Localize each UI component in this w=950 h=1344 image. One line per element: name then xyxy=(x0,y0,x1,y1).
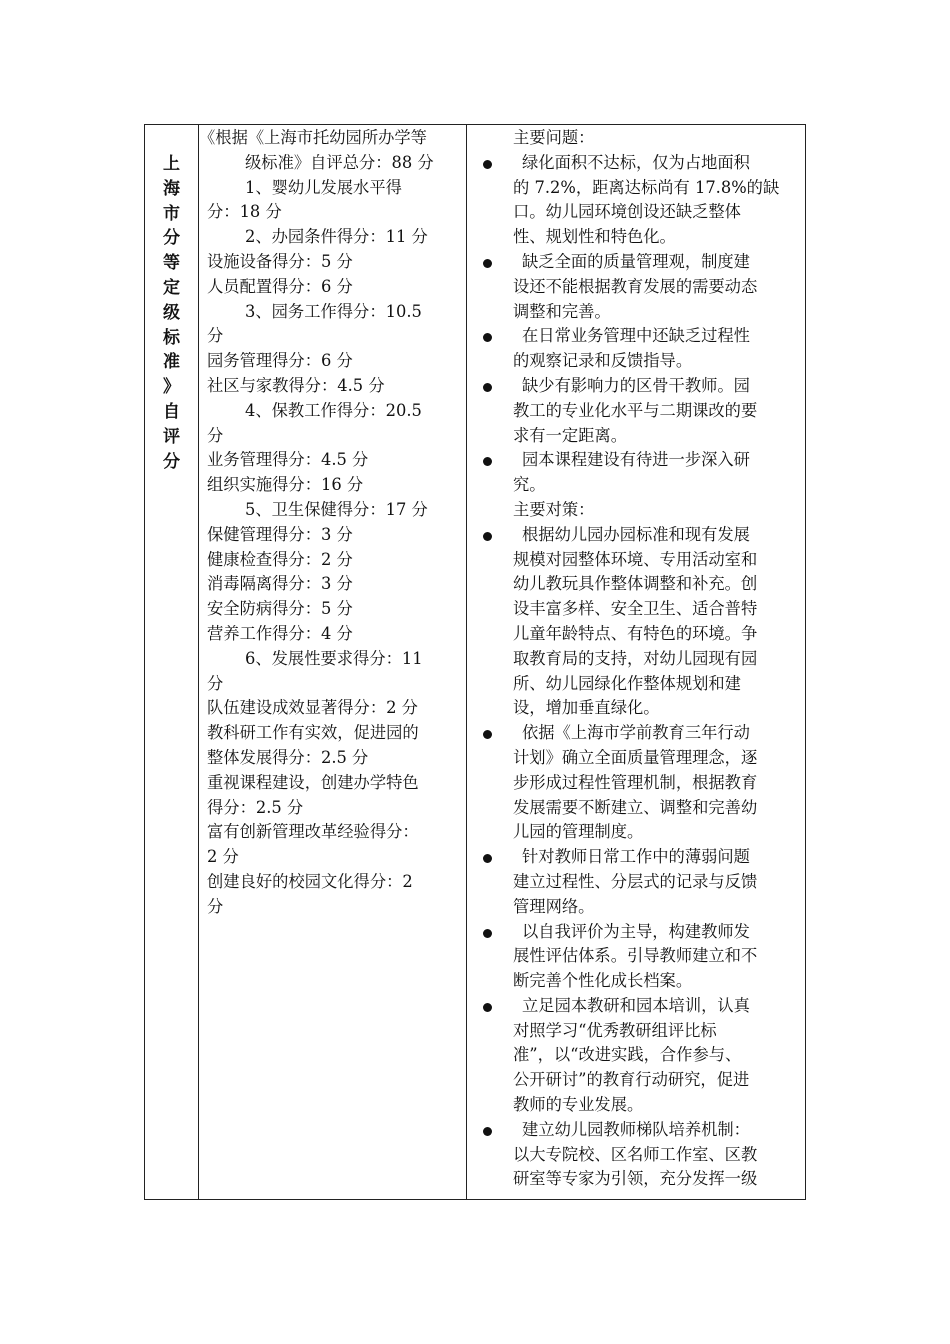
item-line: 的 7.2%，距离达标尚有 17.8%的缺 xyxy=(513,177,780,197)
score-line: 人员配置得分：6 分 xyxy=(207,276,353,296)
score-line: 业务管理得分：4.5 分 xyxy=(207,450,369,470)
score-line: 级标准》自评总分：88 分 xyxy=(245,152,434,172)
item-line: 根据幼儿园办园标准和现有发展 xyxy=(522,524,750,544)
score-line: 队伍建设成效显著得分：2 分 xyxy=(207,698,418,718)
item-line: 口。幼儿园环境创设还缺乏整体 xyxy=(513,202,741,222)
measures-heading: 主要对策： xyxy=(513,499,595,519)
item-line: 教师的专业发展。 xyxy=(513,1095,644,1115)
bullet-icon xyxy=(483,259,492,268)
score-line: 园务管理得分：6 分 xyxy=(207,351,353,371)
vertical-title-char: 级 xyxy=(163,302,180,323)
vertical-title-char: 分 xyxy=(163,451,180,472)
bullet-icon xyxy=(483,383,492,392)
item-line: 所、幼儿园绿化作整体规划和建 xyxy=(513,673,741,693)
evaluation-table xyxy=(144,124,806,1200)
item-line: 发展需要不断建立、调整和完善幼 xyxy=(513,797,758,817)
score-line: 消毒隔离得分：3 分 xyxy=(207,574,353,594)
item-line: 设丰富多样、安全卫生、适合普特 xyxy=(513,599,758,619)
score-line: 健康检查得分：2 分 xyxy=(207,549,353,569)
problem-item xyxy=(475,374,805,448)
item-line: 步形成过程性管理机制，根据教育 xyxy=(513,772,758,792)
score-line: 3、园务工作得分：10.5 xyxy=(245,301,422,321)
score-line: 5、卫生保健得分：17 分 xyxy=(245,499,428,519)
vertical-title-char: 标 xyxy=(163,327,180,348)
score-line: 创建良好的校园文化得分：2 xyxy=(207,871,413,891)
item-line: 以大专院校、区名师工作室、区教 xyxy=(513,1144,758,1164)
item-line: 以自我评价为主导，构建教师发 xyxy=(522,921,750,941)
column-divider xyxy=(466,125,467,1199)
item-line: 究。 xyxy=(513,475,546,495)
score-line: 设施设备得分：5 分 xyxy=(207,251,353,271)
score-line: 安全防病得分：5 分 xyxy=(207,599,353,619)
problem-item xyxy=(475,324,805,374)
vertical-title-char: 分 xyxy=(163,228,180,249)
problems-heading: 主要问题： xyxy=(513,128,595,147)
score-line: 分 xyxy=(207,673,224,693)
measure-item xyxy=(475,994,805,1118)
item-line: 调整和完善。 xyxy=(513,301,611,321)
measure-item xyxy=(475,1118,805,1192)
vertical-title-char: 准 xyxy=(163,352,180,373)
score-line: 重视课程建设，创建办学特色 xyxy=(207,772,419,792)
vertical-title-char: 等 xyxy=(163,253,180,274)
column-divider xyxy=(198,125,199,1199)
bullet-icon xyxy=(483,333,492,342)
item-line: 研室等专家为引领，充分发挥一级 xyxy=(513,1169,758,1189)
item-line: 儿童年龄特点、有特色的环境。争 xyxy=(513,623,758,643)
item-line: 园本课程建设有待进一步深入研 xyxy=(522,450,750,470)
item-line: 建立幼儿园教师梯队培养机制： xyxy=(522,1119,750,1139)
problem-item xyxy=(475,250,805,324)
score-line: 1、婴幼儿发展水平得 xyxy=(245,177,402,197)
item-line: 取教育局的支持，对幼儿园现有园 xyxy=(513,648,758,668)
score-line: 分 xyxy=(207,896,224,916)
score-line: 教科研工作有实效，促进园的 xyxy=(207,723,419,743)
item-line: 求有一定距离。 xyxy=(513,425,627,445)
item-line: 儿园的管理制度。 xyxy=(513,822,644,842)
item-line: 性、规划性和特色化。 xyxy=(513,227,676,247)
score-line: 2、办园条件得分：11 分 xyxy=(245,227,428,247)
self-evaluation-scores-cell xyxy=(199,126,465,920)
item-line: 管理网络。 xyxy=(513,896,595,916)
vertical-title-cell xyxy=(145,125,198,474)
item-line: 断完善个性化成长档案。 xyxy=(513,971,693,991)
item-line: 设还不能根据教育发展的需要动态 xyxy=(513,276,758,296)
measure-item xyxy=(475,920,805,994)
vertical-title-char: 上 xyxy=(163,154,180,174)
item-line: 建立过程性、分层式的记录与反馈 xyxy=(513,871,758,891)
item-line: 依据《上海市学前教育三年行动 xyxy=(522,723,750,743)
measure-item xyxy=(475,721,805,845)
item-line: 规模对园整体环境、专用活动室和 xyxy=(513,549,758,569)
item-line: 展性评估体系。引导教师建立和不 xyxy=(513,946,758,966)
score-line: 4、保教工作得分：20.5 xyxy=(245,400,422,420)
score-line: 保健管理得分：3 分 xyxy=(207,524,353,544)
score-line: 分 xyxy=(207,425,224,445)
bullet-icon xyxy=(483,929,492,938)
vertical-title-char: 评 xyxy=(163,426,180,447)
vertical-title-char: 》 xyxy=(163,377,180,398)
vertical-title-char: 自 xyxy=(163,401,180,422)
item-line: 对照学习“优秀教研组评比标 xyxy=(513,1020,717,1040)
item-line: 的观察记录和反馈指导。 xyxy=(513,351,693,371)
measure-item xyxy=(475,845,805,919)
item-line: 在日常业务管理中还缺乏过程性 xyxy=(522,326,750,346)
vertical-title xyxy=(145,125,198,474)
vertical-title-char: 定 xyxy=(163,277,180,298)
score-line: 组织实施得分：16 分 xyxy=(207,475,364,495)
bullet-icon xyxy=(483,160,492,169)
vertical-title-char: 海 xyxy=(163,178,180,199)
item-line: 设，增加垂直绿化。 xyxy=(513,698,660,718)
item-line: 针对教师日常工作中的薄弱问题 xyxy=(522,847,750,867)
score-line: 2 分 xyxy=(207,847,239,867)
vertical-title-char: 市 xyxy=(163,203,180,224)
problem-item xyxy=(475,151,805,250)
score-line: 6、发展性要求得分：11 xyxy=(245,648,423,668)
score-line: 《根据《上海市托幼园所办学等 xyxy=(199,128,427,147)
item-line: 缺乏全面的质量管理观，制度建 xyxy=(522,251,750,271)
item-line: 绿化面积不达标，仅为占地面积 xyxy=(522,152,750,172)
score-line: 分：18 分 xyxy=(207,202,282,222)
score-line: 富有创新管理改革经验得分： xyxy=(207,822,419,842)
item-line: 计划》确立全面质量管理理念，逐 xyxy=(513,747,758,767)
score-line: 得分：2.5 分 xyxy=(207,797,304,817)
item-line: 准”，以“改进实践，合作参与、 xyxy=(513,1045,742,1065)
problem-item xyxy=(475,448,805,498)
item-line: 公开研讨”的教育行动研究，促进 xyxy=(513,1070,750,1090)
problems-measures-cell xyxy=(475,126,805,1192)
measure-item xyxy=(475,523,805,721)
item-line: 幼儿教玩具作整体调整和补充。创 xyxy=(513,574,758,594)
measures-list xyxy=(475,523,805,1193)
bullet-icon xyxy=(483,1003,492,1012)
bullet-icon xyxy=(483,457,492,466)
item-line: 缺少有影响力的区骨干教师。园 xyxy=(522,375,750,395)
problems-list xyxy=(475,151,805,498)
item-line: 教工的专业化水平与二期课改的要 xyxy=(513,400,758,420)
bullet-icon xyxy=(483,532,492,541)
bullet-icon xyxy=(483,730,492,739)
score-line: 营养工作得分：4 分 xyxy=(207,623,353,643)
item-line: 立足园本教研和园本培训，认真 xyxy=(522,995,750,1015)
bullet-icon xyxy=(483,854,492,863)
score-line: 分 xyxy=(207,326,224,346)
bullet-icon xyxy=(483,1127,492,1136)
score-line: 社区与家教得分：4.5 分 xyxy=(207,375,385,395)
score-line: 整体发展得分：2.5 分 xyxy=(207,747,369,767)
